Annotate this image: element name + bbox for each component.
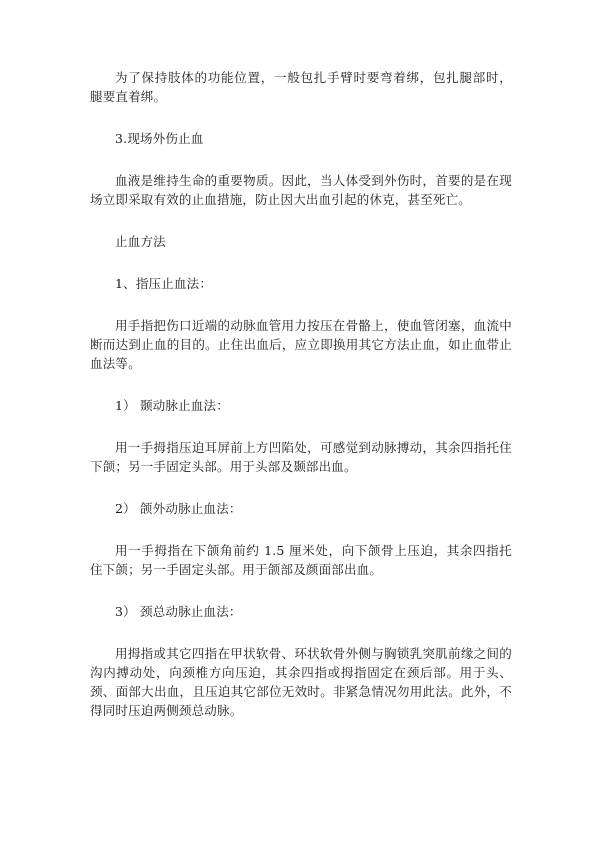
subheading-hemostasis-methods: 止血方法: [115, 234, 166, 249]
paragraph-blood-importance: 血液是维持生命的重要物质。因此，当人体受到外伤时，首要的是在现场立即采取有效的止血措施，防止因大出血引起的休克，甚至死亡。: [90, 173, 512, 207]
paragraph-limb-position: 为了保持肢体的功能位置，一般包扎手臂时要弯着绑，包扎腿部时， 腿要直着绑。: [90, 70, 512, 104]
subheading-temporal-artery: 1） 颞动脉止血法：: [115, 398, 229, 413]
subheading-carotid-artery: 3） 颈总动脉止血法：: [115, 604, 242, 619]
section-heading-bleeding-control: 3.现场外伤止血: [115, 131, 204, 146]
paragraph-carotid-artery: 用拇指或其它四指在甲状软骨、环状软骨外侧与胸锁乳突肌前缘之间的沟内搏动处，向颈椎方向压迫，其余四指或拇指固定在颈后部。用于头、颈、面部大出血，且压迫其它部位无效时。非紧急情况勿用此法。此外，不得同时压迫两侧颈总动脉。: [90, 646, 512, 718]
subheading-finger-pressure: 1、指压止血法：: [115, 276, 213, 291]
document-body: [90, 68, 512, 743]
paragraph-finger-pressure-description: 用手指把伤口近端的动脉血管用力按压在骨骼上，使血管闭塞，血流中断而达到止血的目的。止住出血后，应立即换用其它方法止血，如止血带止血法等。: [90, 318, 512, 371]
paragraph-temporal-artery: 用一手拇指压迫耳屏前上方凹陷处，可感觉到动脉搏动，其余四指托住下颌；另一手固定头部。用于头部及颞部出血。: [90, 440, 512, 474]
subheading-facial-artery: 2） 颌外动脉止血法：: [115, 501, 242, 516]
paragraph-facial-artery: 用一手拇指在下颌角前约 1.5 厘米处，向下颌骨上压迫，其余四指托住下颌；另一手固定头部。用于颌部及颜面部出血。: [90, 543, 512, 577]
